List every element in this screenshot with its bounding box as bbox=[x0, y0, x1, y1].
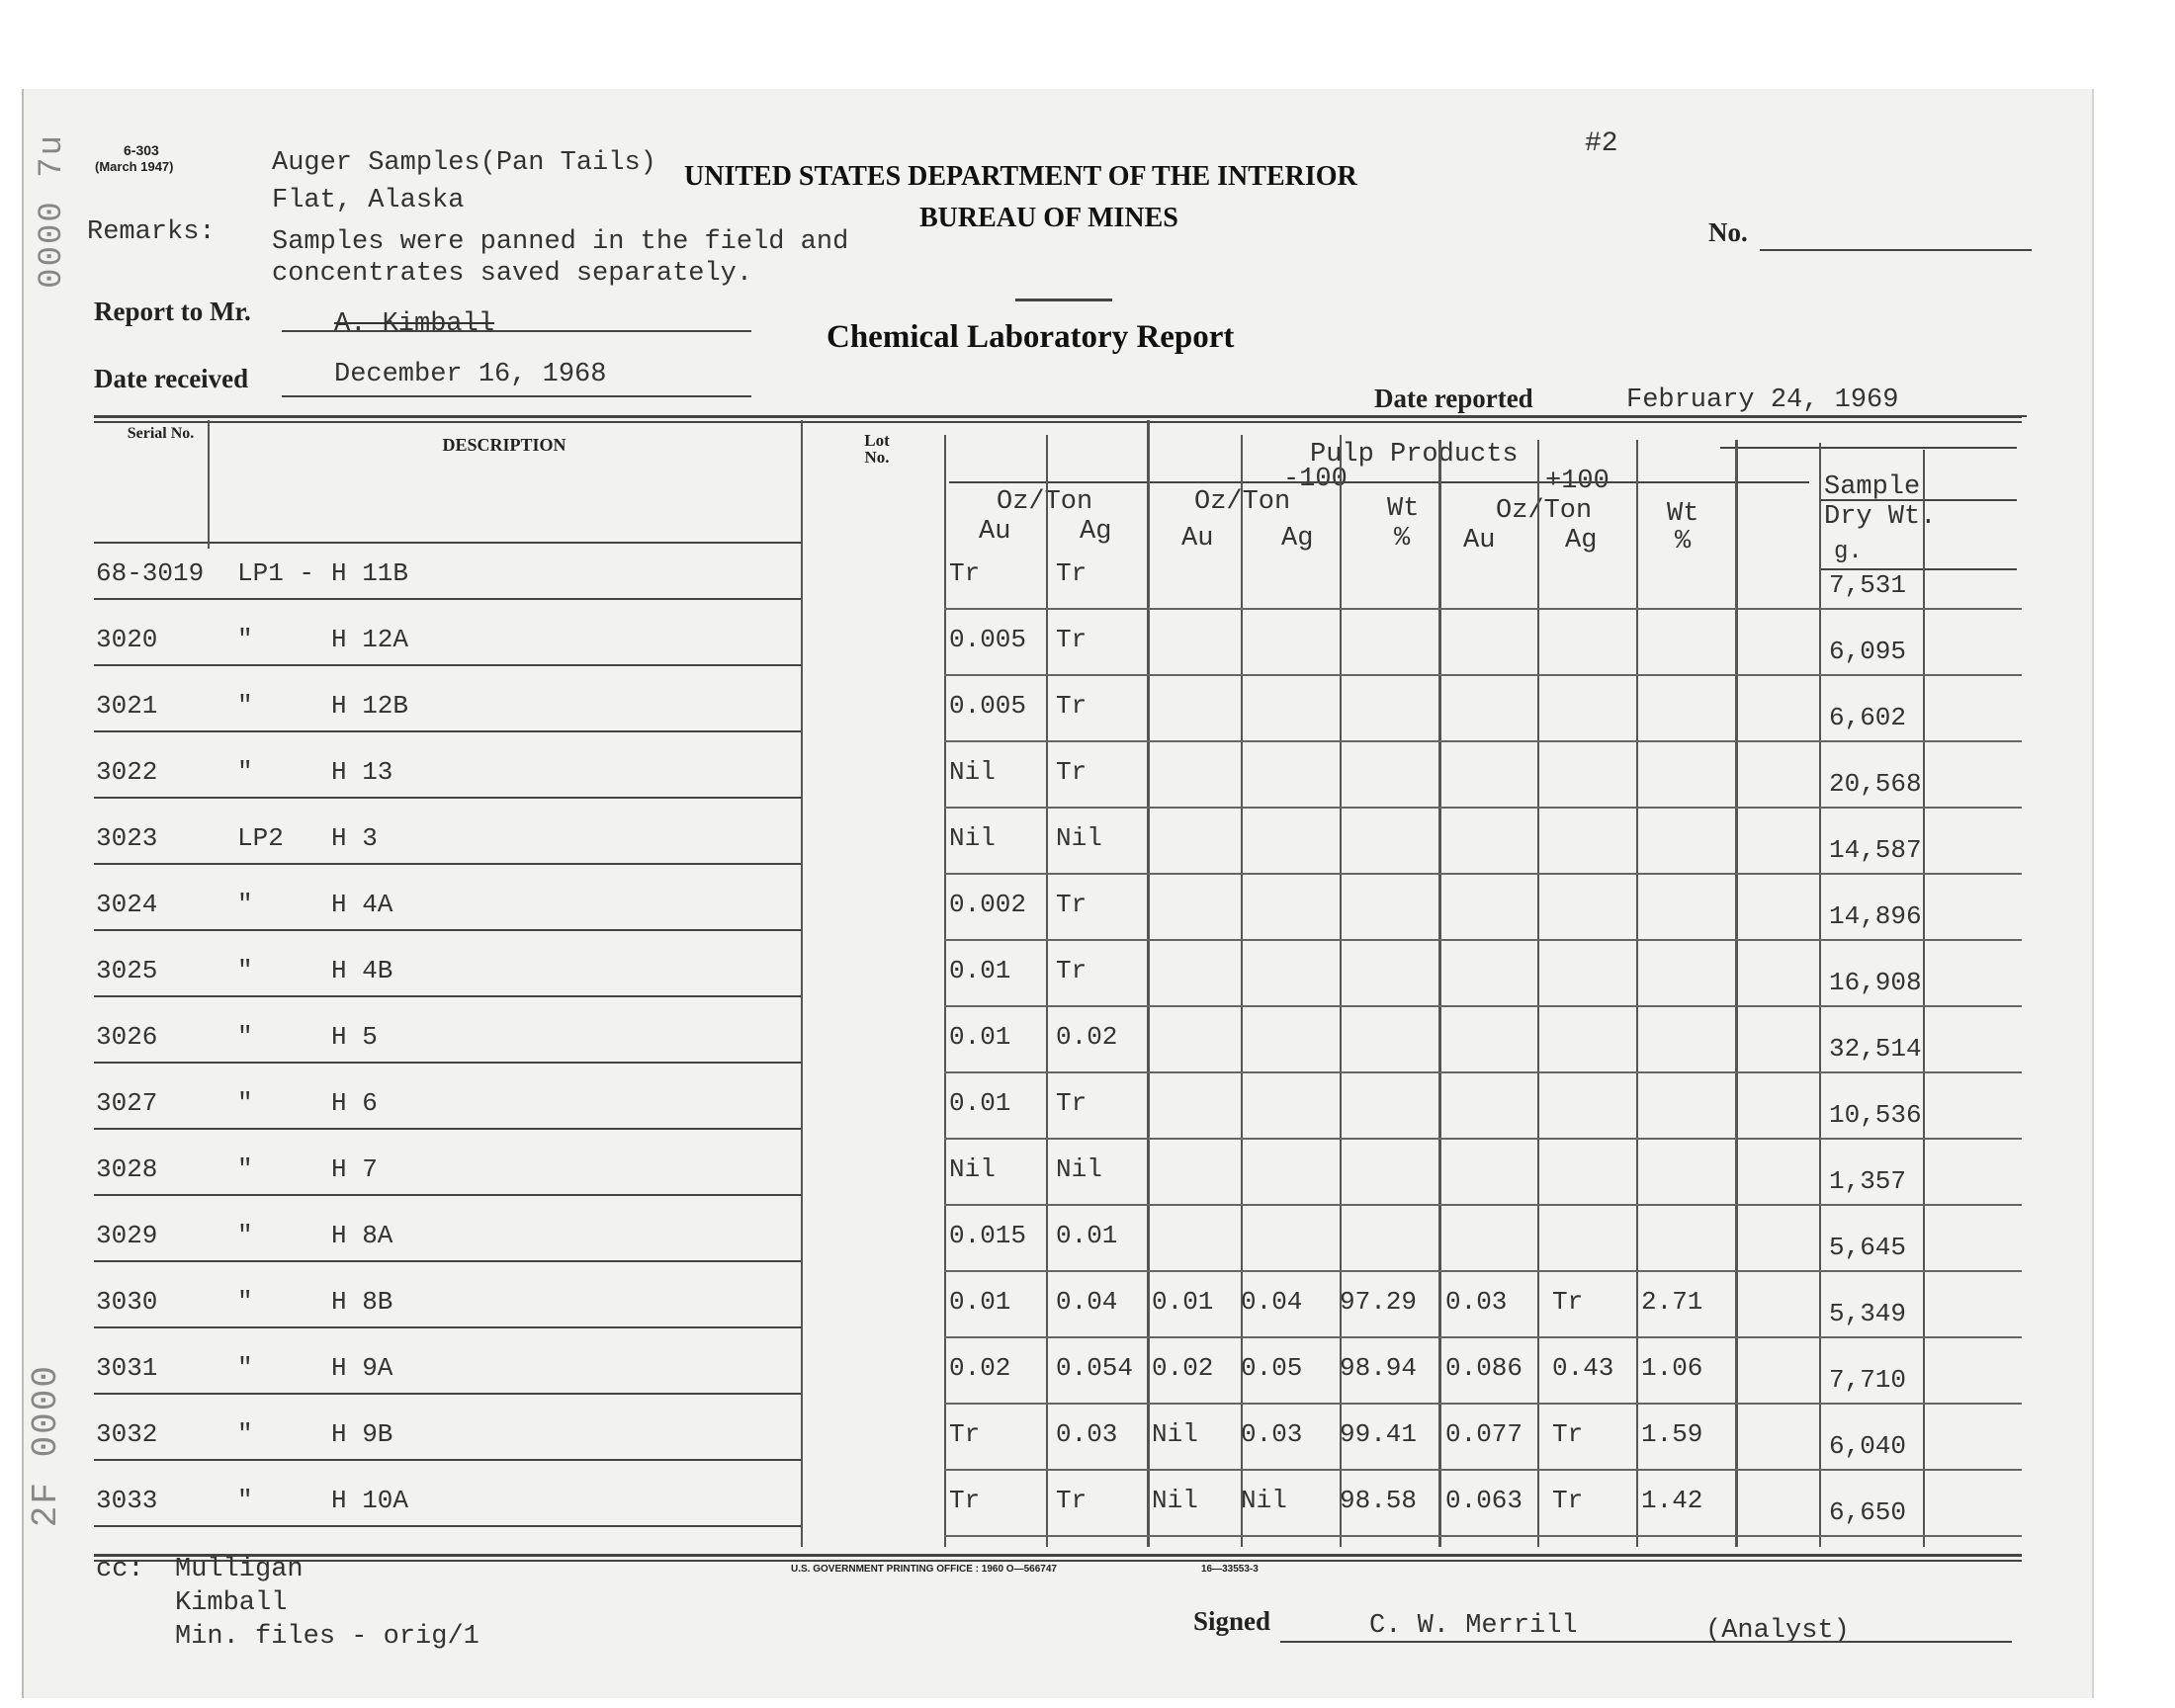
remarks-line-1: Samples were panned in the field and bbox=[272, 227, 849, 257]
cell-au: Nil bbox=[949, 757, 996, 787]
row-rule-desc bbox=[94, 1459, 801, 1461]
ag-header-3: Ag bbox=[1565, 526, 1598, 555]
row-rule-values bbox=[944, 873, 2022, 875]
row-rule-desc bbox=[94, 863, 801, 865]
cell-ag: Tr bbox=[1056, 625, 1088, 654]
cell-desc-b: H 12B bbox=[331, 691, 409, 721]
date-received-line bbox=[282, 395, 751, 397]
cell-desc-a: " bbox=[237, 625, 253, 654]
date-received-value: December 16, 1968 bbox=[334, 360, 607, 389]
cell-ag: 0.03 bbox=[1056, 1419, 1118, 1449]
row-rule-desc bbox=[94, 797, 801, 799]
cell-dry: 5,645 bbox=[1829, 1233, 1907, 1262]
desc-header-rule bbox=[94, 542, 801, 544]
cell-au: 0.01 bbox=[949, 1088, 1011, 1118]
cell-desc-a: " bbox=[237, 1022, 253, 1052]
cell-m-ag: 0.03 bbox=[1241, 1419, 1303, 1449]
cc-recipient-1: Mulligan bbox=[175, 1555, 304, 1584]
cell-dry: 10,536 bbox=[1829, 1100, 1922, 1130]
row-rule-values bbox=[944, 1270, 2022, 1272]
cell-au: 0.015 bbox=[949, 1221, 1027, 1250]
cell-ag: Tr bbox=[1056, 757, 1088, 787]
row-rule-values bbox=[944, 807, 2022, 809]
cell-desc-b: H 4A bbox=[331, 890, 393, 919]
row-rule-desc bbox=[94, 598, 801, 600]
row-rule-desc bbox=[94, 1062, 801, 1064]
cell-p-au: 0.086 bbox=[1445, 1353, 1523, 1383]
col-serial-header: Serial No. bbox=[127, 425, 195, 442]
cell-ag: Nil bbox=[1056, 823, 1102, 853]
cell-serial: 3030 bbox=[96, 1287, 158, 1317]
row-rule-desc bbox=[94, 1525, 801, 1527]
cc-recipient-3: Min. files - orig/1 bbox=[175, 1622, 479, 1652]
col-line-p-wt bbox=[1735, 440, 1738, 1547]
sample-dry-wt-header: Sample Dry Wt. bbox=[1824, 472, 1937, 532]
cell-m-wt: 98.58 bbox=[1340, 1486, 1418, 1515]
signed-by: C. W. Merrill bbox=[1369, 1611, 1578, 1641]
cc-recipient-2: Kimball bbox=[175, 1588, 288, 1618]
pulp-products-header: Pulp Products bbox=[1310, 440, 1519, 470]
cell-au: Tr bbox=[949, 558, 981, 588]
margin-top-number: 0000 7u bbox=[34, 133, 71, 289]
signature-line bbox=[1280, 1641, 2012, 1643]
col-lot-header: Lot No. bbox=[864, 431, 890, 467]
cell-dry: 32,514 bbox=[1829, 1034, 1922, 1064]
cell-ag: Tr bbox=[1056, 558, 1088, 588]
cell-desc-b: H 4B bbox=[331, 956, 393, 985]
cell-m-au: 0.01 bbox=[1152, 1287, 1214, 1317]
cell-p-wt: 1.06 bbox=[1641, 1353, 1703, 1383]
report-to-value: A. Kimball bbox=[334, 309, 495, 339]
col-line-serial bbox=[208, 420, 210, 549]
oz-ton-header-2: Oz/Ton bbox=[1194, 487, 1291, 517]
cell-au: 0.005 bbox=[949, 691, 1027, 721]
row-rule-values bbox=[944, 1138, 2022, 1140]
cell-serial: 3027 bbox=[96, 1088, 158, 1118]
report-to-label: Report to Mr. bbox=[94, 297, 251, 326]
cell-ag: Tr bbox=[1056, 691, 1088, 721]
row-rule-desc bbox=[94, 995, 801, 997]
date-received-label: Date received bbox=[94, 364, 249, 393]
cell-serial: 3029 bbox=[96, 1221, 158, 1250]
report-no-line bbox=[1760, 249, 2032, 251]
cell-m-ag: Nil bbox=[1241, 1486, 1287, 1515]
row-rule-desc bbox=[94, 1326, 801, 1328]
cell-desc-a: " bbox=[237, 1486, 253, 1515]
cell-desc-a: " bbox=[237, 1419, 253, 1449]
cell-m-wt: 99.41 bbox=[1340, 1419, 1418, 1449]
pct-header-1: % bbox=[1394, 524, 1411, 554]
au-header-3: Au bbox=[1463, 526, 1496, 555]
row-rule-values bbox=[944, 1403, 2022, 1405]
cell-desc-b: H 8A bbox=[331, 1221, 393, 1250]
cell-p-au: 0.077 bbox=[1445, 1419, 1523, 1449]
oz-ton-header-3: Oz/Ton bbox=[1496, 496, 1593, 526]
cell-m-ag: 0.04 bbox=[1241, 1287, 1303, 1317]
cell-dry: 5,349 bbox=[1829, 1299, 1907, 1328]
cell-serial: 3026 bbox=[96, 1022, 158, 1052]
cell-desc-b: H 9A bbox=[331, 1353, 393, 1383]
cell-ag: 0.054 bbox=[1056, 1353, 1134, 1383]
cell-desc-a: " bbox=[237, 1088, 253, 1118]
row-rule-values bbox=[944, 1469, 2022, 1471]
cell-desc-a: LP1 - bbox=[237, 558, 315, 588]
cell-ag: Tr bbox=[1056, 890, 1088, 919]
cell-p-ag: Tr bbox=[1552, 1486, 1584, 1515]
table-top-rule bbox=[94, 415, 2022, 418]
wt-header-1: Wt bbox=[1387, 494, 1420, 524]
ag-header-2: Ag bbox=[1281, 524, 1314, 554]
cell-m-wt: 98.94 bbox=[1340, 1353, 1418, 1383]
cell-p-ag: 0.43 bbox=[1552, 1353, 1614, 1383]
date-reported-value: February 24, 1969 bbox=[1626, 385, 1899, 415]
cell-ag: 0.02 bbox=[1056, 1022, 1118, 1052]
cell-desc-a: " bbox=[237, 890, 253, 919]
dry-wt-top-rule bbox=[1720, 447, 2017, 449]
row-rule-values bbox=[944, 1071, 2022, 1073]
cell-desc-b: H 8B bbox=[331, 1287, 393, 1317]
cell-au: 0.005 bbox=[949, 625, 1027, 654]
oz-ton-header-1: Oz/Ton bbox=[997, 487, 1093, 517]
oz-ton-rule bbox=[949, 481, 1809, 483]
row-rule-desc bbox=[94, 1194, 801, 1196]
cell-dry: 7,531 bbox=[1829, 570, 1907, 600]
page-mark: #2 bbox=[1585, 128, 1618, 159]
cell-ag: Nil bbox=[1056, 1154, 1102, 1184]
row-rule-values bbox=[944, 1204, 2022, 1206]
cell-au: Tr bbox=[949, 1419, 981, 1449]
remarks-line-2: concentrates saved separately. bbox=[272, 259, 753, 289]
cell-au: 0.01 bbox=[949, 956, 1011, 985]
cell-serial: 3020 bbox=[96, 625, 158, 654]
row-rule-values bbox=[944, 1535, 2022, 1537]
cell-serial: 3031 bbox=[96, 1353, 158, 1383]
cell-au: 0.002 bbox=[949, 890, 1027, 919]
col-line-m-wt bbox=[1438, 440, 1441, 1547]
cell-p-wt: 1.59 bbox=[1641, 1419, 1703, 1449]
cell-serial: 3024 bbox=[96, 890, 158, 919]
cell-m-au: 0.02 bbox=[1152, 1353, 1214, 1383]
cell-au: Nil bbox=[949, 823, 996, 853]
cell-serial: 3023 bbox=[96, 823, 158, 853]
col-line-dry-right bbox=[1923, 450, 1925, 1547]
cell-desc-b: H 11B bbox=[331, 558, 409, 588]
cell-desc-b: H 12A bbox=[331, 625, 409, 654]
bureau-title: BUREAU OF MINES bbox=[919, 203, 1178, 233]
row-rule-desc bbox=[94, 1393, 801, 1395]
subject-line-1: Auger Samples(Pan Tails) bbox=[272, 148, 656, 178]
cell-au: Nil bbox=[949, 1154, 996, 1184]
grams-header: g. bbox=[1834, 539, 1863, 565]
row-rule-desc bbox=[94, 664, 801, 666]
cell-p-ag: Tr bbox=[1552, 1287, 1584, 1317]
cell-desc-a: LP2 bbox=[237, 823, 284, 853]
pct-header-2: % bbox=[1675, 527, 1692, 556]
col-line-ag bbox=[1147, 420, 1150, 1547]
cell-dry: 16,908 bbox=[1829, 968, 1922, 997]
cell-desc-a: " bbox=[237, 956, 253, 985]
cell-desc-b: H 10A bbox=[331, 1486, 409, 1515]
report-no-label: No. bbox=[1708, 217, 1748, 247]
col-line-desc bbox=[801, 420, 803, 1547]
date-reported-label: Date reported bbox=[1374, 384, 1533, 413]
row-rule-values bbox=[944, 939, 2022, 941]
cell-ag: 0.04 bbox=[1056, 1287, 1118, 1317]
report-to-line bbox=[282, 330, 751, 332]
col-description-header: DESCRIPTION bbox=[442, 435, 566, 455]
cell-desc-b: H 13 bbox=[331, 757, 393, 787]
col-line-au bbox=[1046, 435, 1048, 1547]
cell-au: 0.02 bbox=[949, 1353, 1011, 1383]
cell-desc-b: H 6 bbox=[331, 1088, 378, 1118]
cell-serial: 3032 bbox=[96, 1419, 158, 1449]
form-number: 6-303 bbox=[124, 142, 159, 158]
wt-header-2: Wt bbox=[1667, 499, 1699, 529]
cell-desc-a: " bbox=[237, 1287, 253, 1317]
cell-dry: 14,896 bbox=[1829, 901, 1922, 931]
table-bottom-rule-2 bbox=[94, 1560, 2022, 1562]
cell-p-wt: 2.71 bbox=[1641, 1287, 1703, 1317]
cell-dry: 1,357 bbox=[1829, 1166, 1907, 1196]
cell-desc-b: H 7 bbox=[331, 1154, 378, 1184]
row-rule-values bbox=[944, 1005, 2022, 1007]
cc-label: cc: bbox=[96, 1555, 144, 1584]
cell-ag: Tr bbox=[1056, 1486, 1088, 1515]
analyst-label: (Analyst) bbox=[1705, 1616, 1850, 1646]
col-line-lot bbox=[944, 435, 946, 1547]
cell-dry: 6,650 bbox=[1829, 1497, 1907, 1527]
au-header-2: Au bbox=[1181, 524, 1214, 554]
cell-dry: 6,040 bbox=[1829, 1431, 1907, 1461]
table-top-rule-2 bbox=[94, 421, 2022, 423]
dry-wt-rule-1 bbox=[1819, 499, 2017, 501]
subject-line-2: Flat, Alaska bbox=[272, 186, 465, 215]
cell-m-ag: 0.05 bbox=[1241, 1353, 1303, 1383]
margin-bottom-number: 2F 0000 bbox=[26, 1364, 66, 1528]
row-rule-desc bbox=[94, 1260, 801, 1262]
cell-desc-a: " bbox=[237, 1221, 253, 1250]
row-rule-desc bbox=[94, 1128, 801, 1130]
cell-desc-a: " bbox=[237, 691, 253, 721]
au-header-1: Au bbox=[979, 517, 1011, 547]
cell-serial: 68-3019 bbox=[96, 558, 205, 588]
cell-au: 0.01 bbox=[949, 1287, 1011, 1317]
row-rule-values bbox=[944, 1336, 2022, 1338]
col-line-p-ag bbox=[1636, 440, 1638, 1547]
cell-desc-b: H 9B bbox=[331, 1419, 393, 1449]
cell-dry: 6,602 bbox=[1829, 703, 1907, 732]
remarks-label: Remarks: bbox=[87, 217, 216, 247]
row-rule-values bbox=[944, 740, 2022, 742]
cell-desc-b: H 5 bbox=[331, 1022, 378, 1052]
cell-p-ag: Tr bbox=[1552, 1419, 1584, 1449]
col-line-p-au bbox=[1537, 440, 1539, 1547]
row-rule-values bbox=[944, 608, 2022, 610]
minus100-header: -100 bbox=[1283, 465, 1348, 494]
cell-desc-b: H 3 bbox=[331, 823, 378, 853]
cell-ag: Tr bbox=[1056, 956, 1088, 985]
title-divider bbox=[1015, 299, 1112, 301]
cell-p-wt: 1.42 bbox=[1641, 1486, 1703, 1515]
cell-serial: 3028 bbox=[96, 1154, 158, 1184]
cell-serial: 3021 bbox=[96, 691, 158, 721]
cell-dry: 20,568 bbox=[1829, 769, 1922, 799]
row-rule-values bbox=[944, 674, 2022, 676]
cell-serial: 3025 bbox=[96, 956, 158, 985]
cell-ag: Tr bbox=[1056, 1088, 1088, 1118]
row-rule-desc bbox=[94, 730, 801, 732]
cell-au: Tr bbox=[949, 1486, 981, 1515]
cell-p-au: 0.063 bbox=[1445, 1486, 1523, 1515]
form-date: (March 1947) bbox=[95, 159, 174, 174]
cell-dry: 7,710 bbox=[1829, 1365, 1907, 1395]
plus100-header: +100 bbox=[1545, 467, 1610, 496]
department-title: UNITED STATES DEPARTMENT OF THE INTERIOR bbox=[684, 161, 1357, 192]
cell-m-wt: 97.29 bbox=[1340, 1287, 1418, 1317]
cell-m-au: Nil bbox=[1152, 1486, 1198, 1515]
cell-desc-a: " bbox=[237, 1353, 253, 1383]
row-rule-desc bbox=[94, 929, 801, 931]
form-code: 16—33553-3 bbox=[1201, 1564, 1259, 1575]
cell-m-au: Nil bbox=[1152, 1419, 1198, 1449]
cell-desc-a: " bbox=[237, 1154, 253, 1184]
cell-desc-a: " bbox=[237, 757, 253, 787]
cell-serial: 3022 bbox=[96, 757, 158, 787]
table-bottom-rule bbox=[94, 1554, 2022, 1557]
printing-office-note: U.S. GOVERNMENT PRINTING OFFICE : 1960 O—566747 bbox=[791, 1564, 1057, 1575]
cell-dry: 6,095 bbox=[1829, 637, 1907, 666]
cell-au: 0.01 bbox=[949, 1022, 1011, 1052]
cell-dry: 14,587 bbox=[1829, 835, 1922, 865]
report-title: Chemical Laboratory Report bbox=[826, 319, 1235, 355]
ag-header-1: Ag bbox=[1080, 517, 1112, 547]
signed-label: Signed bbox=[1193, 1606, 1271, 1636]
cell-ag: 0.01 bbox=[1056, 1221, 1118, 1250]
cell-p-au: 0.03 bbox=[1445, 1287, 1508, 1317]
cell-serial: 3033 bbox=[96, 1486, 158, 1515]
